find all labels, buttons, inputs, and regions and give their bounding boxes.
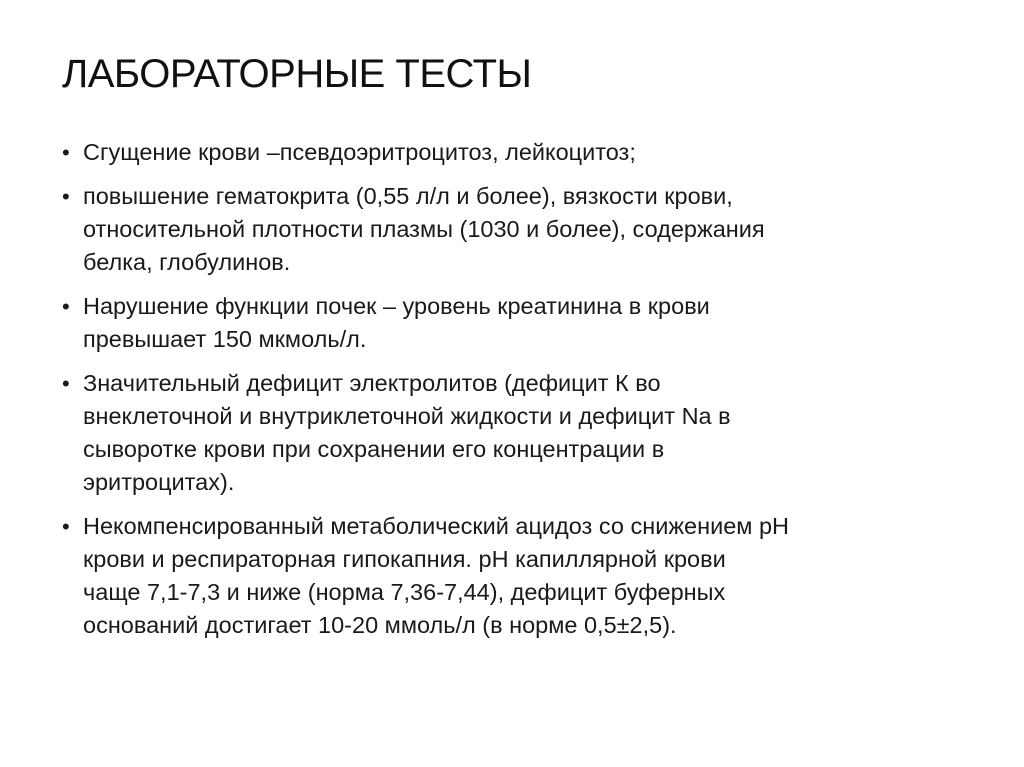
bullet-line: Нарушение функции почек – уровень креатинина в крови bbox=[83, 293, 710, 319]
slide-title: ЛАБОРАТОРНЫЕ ТЕСТЫ bbox=[62, 52, 532, 96]
bullet-line: повышение гематокрита (0,55 л/л и более), вязкости крови, bbox=[83, 183, 733, 209]
bullet-line: сыворотке крови при сохранении его концентрации в bbox=[83, 436, 665, 462]
bullet-marker: • bbox=[62, 140, 70, 165]
bullet-line: чаще 7,1-7,3 и ниже (норма 7,36-7,44), дефицит буферных bbox=[83, 579, 726, 605]
bullet-item-kidney-function bbox=[62, 290, 962, 356]
bullet-item-acidosis bbox=[62, 510, 962, 642]
bullet-item-blood-thickening bbox=[62, 136, 962, 169]
bullet-list bbox=[62, 136, 962, 653]
bullet-item-hematocrit bbox=[62, 180, 962, 279]
bullet-marker: • bbox=[62, 294, 70, 319]
bullet-line: превышает 150 мкмоль/л. bbox=[83, 326, 367, 352]
bullet-line: внеклеточной и внутриклеточной жидкости и дефицит Na в bbox=[83, 403, 731, 429]
bullet-line: Значительный дефицит электролитов (дефицит К во bbox=[83, 370, 661, 396]
bullet-line: крови и респираторная гипокапния. pH капиллярной крови bbox=[83, 546, 726, 572]
bullet-marker: • bbox=[62, 184, 70, 209]
bullet-line: Сгущение крови –псевдоэритроцитоз, лейкоцитоз; bbox=[83, 139, 636, 165]
bullet-line: оснований достигает 10-20 ммоль/л (в норме 0,5±2,5). bbox=[83, 612, 677, 638]
bullet-marker: • bbox=[62, 371, 70, 396]
bullet-item-electrolytes bbox=[62, 367, 962, 499]
bullet-marker: • bbox=[62, 514, 70, 539]
bullet-line: относительной плотности плазмы (1030 и более), содержания bbox=[83, 216, 765, 242]
bullet-line: эритроцитах). bbox=[83, 469, 235, 495]
bullet-line: Некомпенсированный метаболический ацидоз со снижением pH bbox=[83, 513, 790, 539]
bullet-line: белка, глобулинов. bbox=[83, 249, 291, 275]
